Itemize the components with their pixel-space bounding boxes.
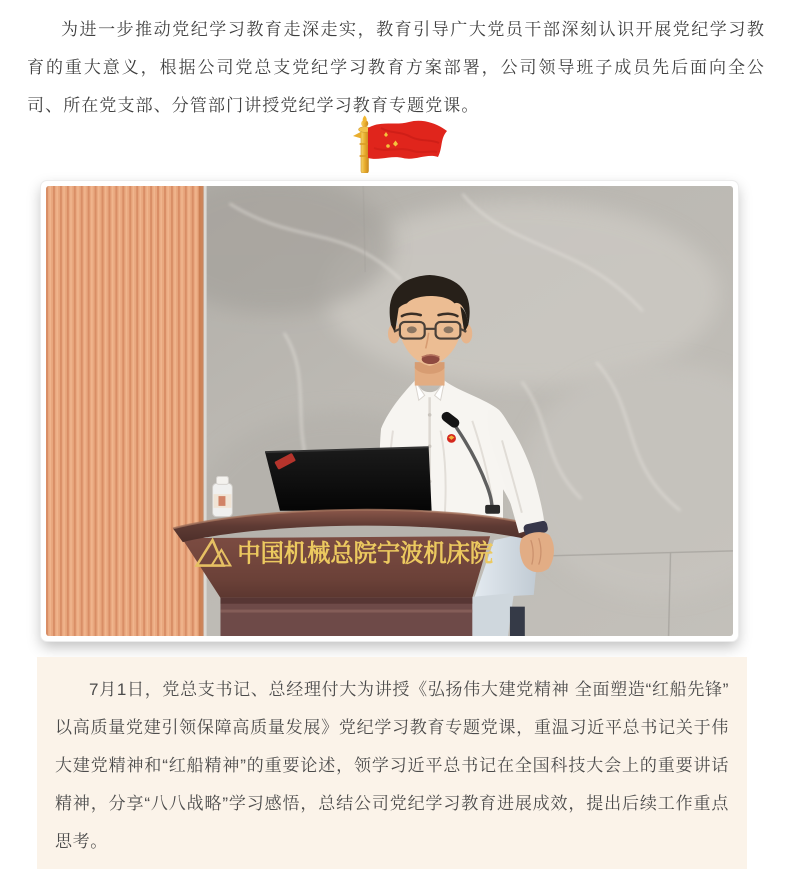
red-flag	[368, 121, 447, 159]
lecture-photo[interactable]	[41, 181, 738, 641]
wood-slat-panel	[46, 186, 207, 636]
laptop	[265, 447, 432, 511]
speaker-trousers	[510, 607, 525, 636]
intro-paragraph: 为进一步推动党纪学习教育走深走实，教育引导广大党员干部深刻认识开展党纪学习教育的重大意义，根据公司党总支党纪学习教育方案部署，公司领导班子成员先后面向全公司、所在党支部、分管部门讲授党纪学习教育专题党课。	[27, 20, 765, 115]
lectern-title: 中国机械总院宁波机床院	[237, 540, 510, 568]
party-flag-icon	[341, 115, 452, 173]
article-body	[0, 11, 792, 869]
caption-block	[37, 657, 747, 869]
caption-paragraph: 7月1日，党总支书记、总经理付大为讲授《弘扬伟大建党精神 全面塑造“红船先锋” 以高质量党建引领保障高质量发展》党纪学习教育专题党课，重温习近平总书记关于伟大建党精神和“红船精神”的重要论述，领学习近平总书记在全国科技大会上的重要讲话精神，分享“八八战略”学习感悟，总结公司党纪学习教育进展成效，提出后续工作重点思考。	[55, 680, 729, 851]
